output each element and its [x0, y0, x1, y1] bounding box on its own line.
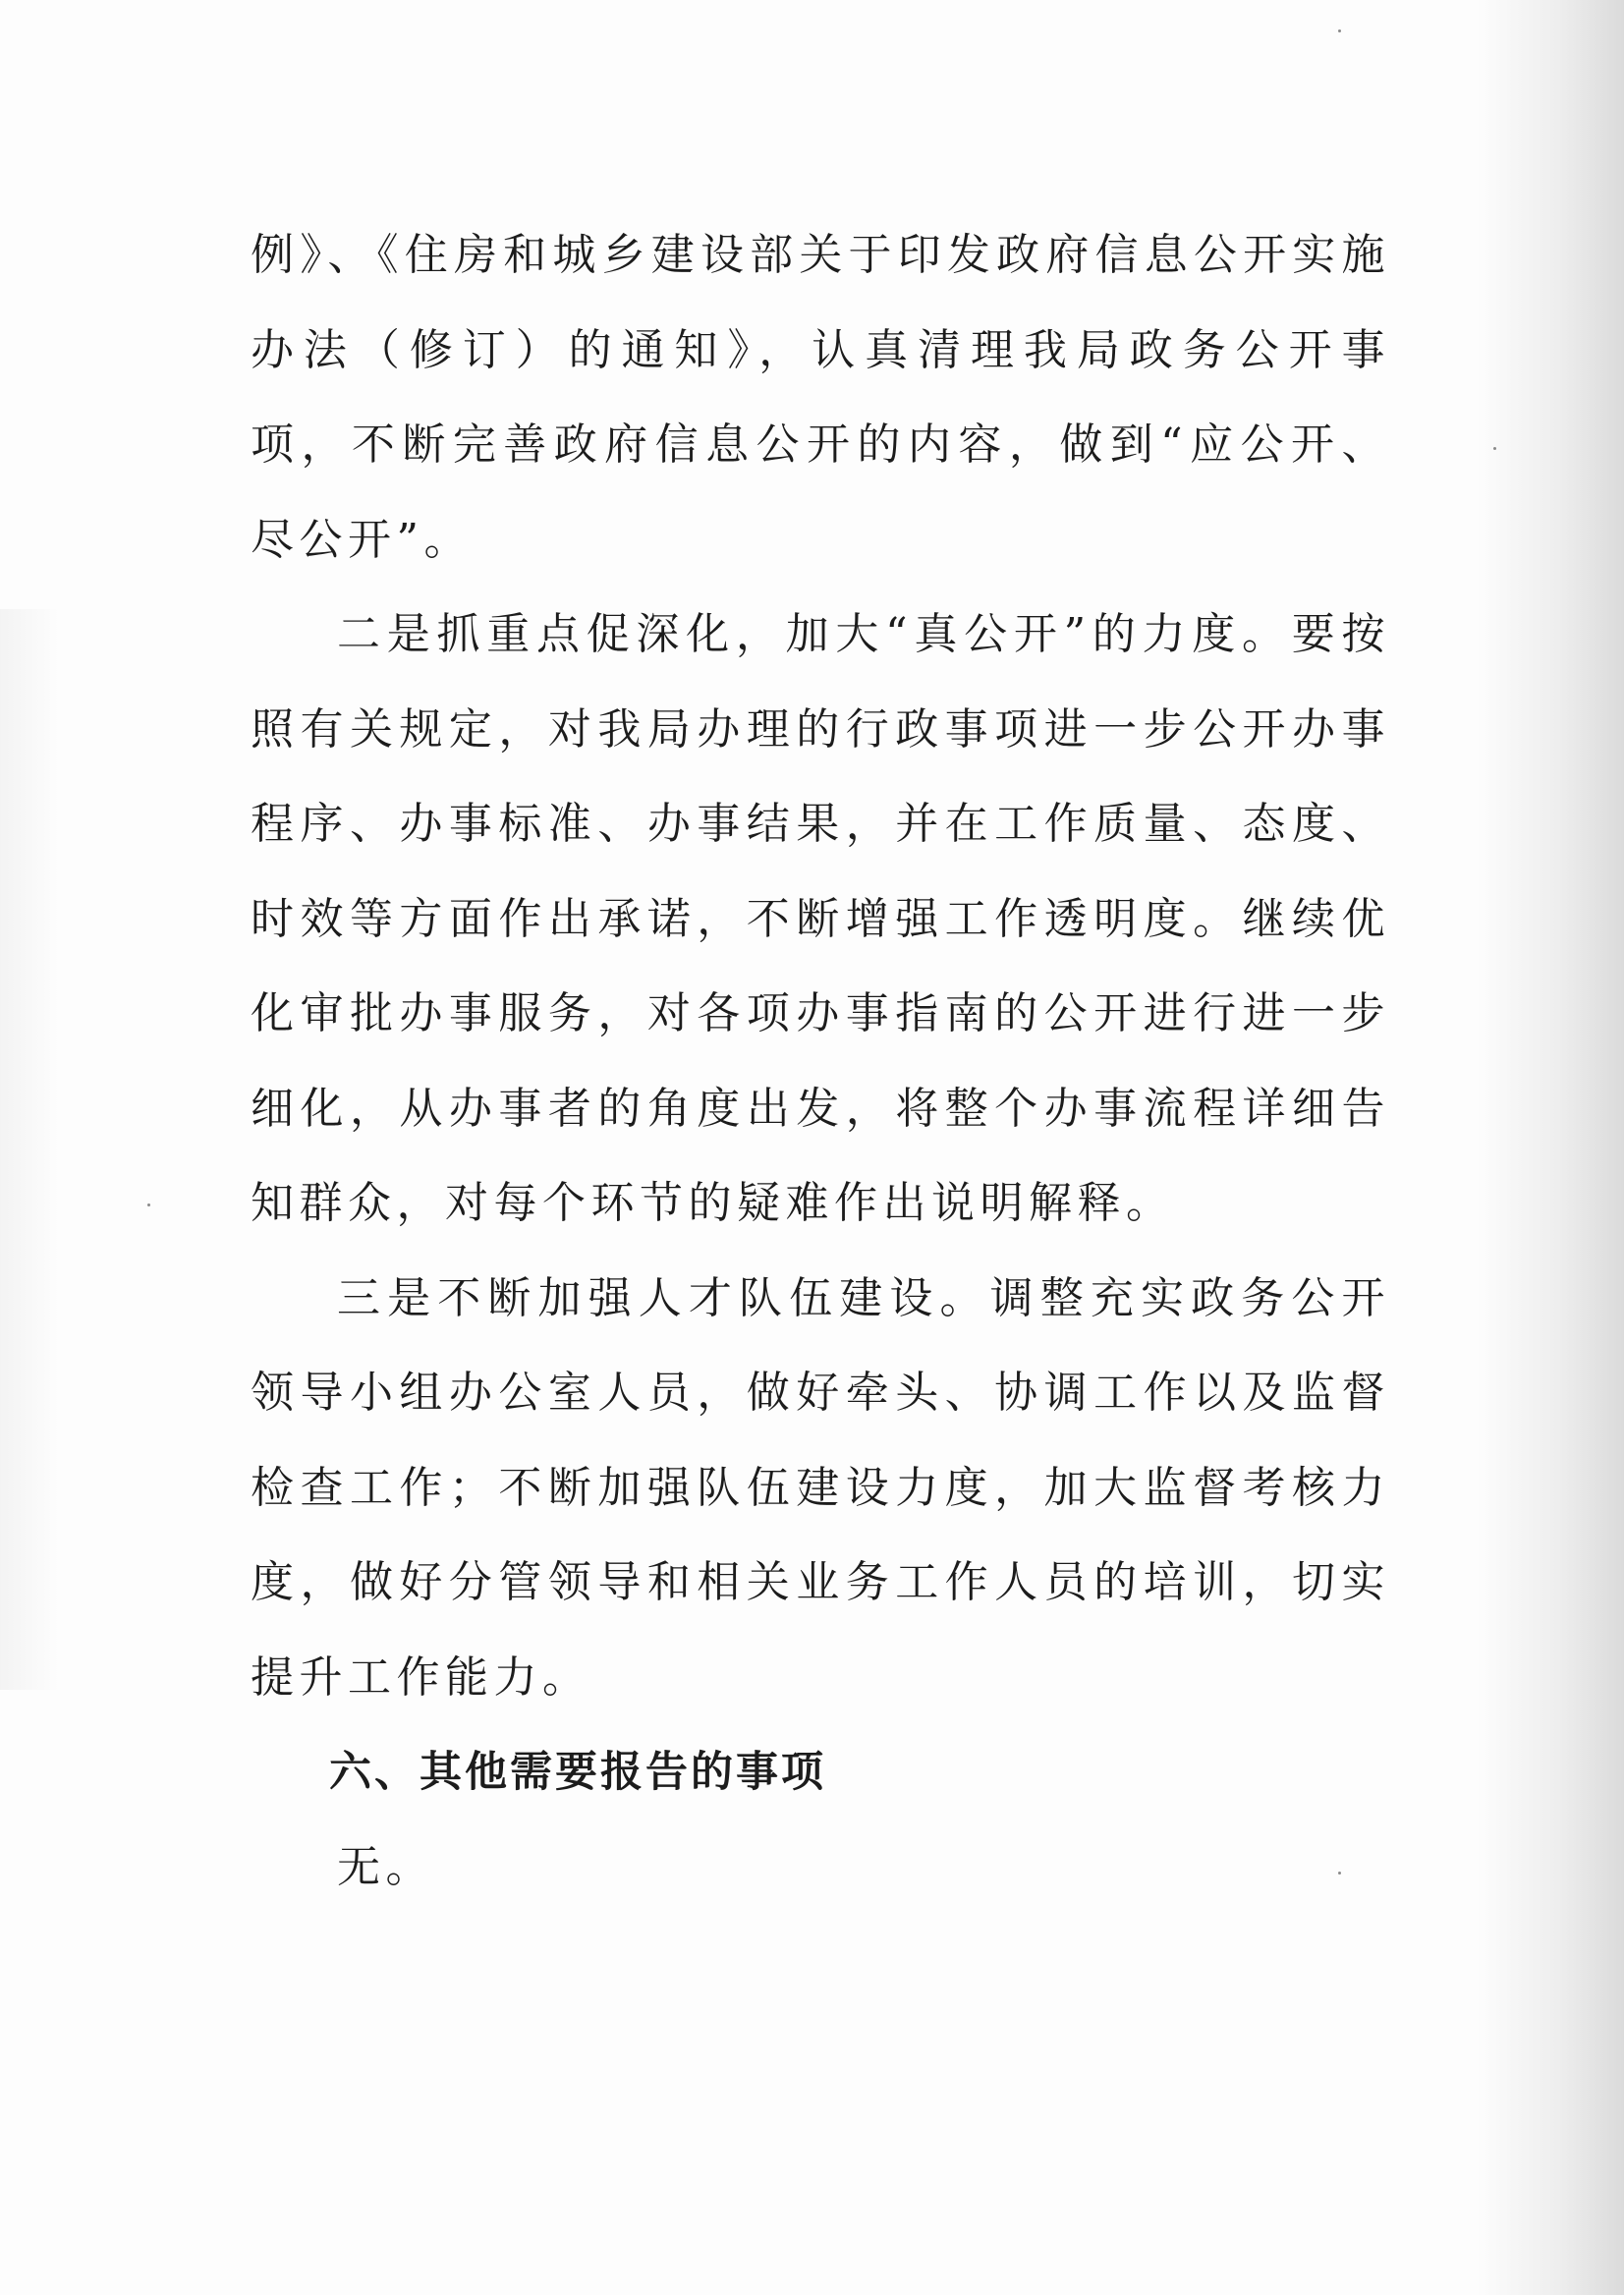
paragraph-point-three: 三是不断加强人才队伍建设。调整充实政务公开领导小组办公室人员，做好牵头、协调工作以及监督检查工作；不断加强队伍建设力度，加大监督考核力度，做好分管领导和相关业务工作人员的培训，切实提升工作能力。 [251, 1272, 1390, 1703]
scan-edge-shadow [1477, 0, 1624, 2295]
scan-speck [1338, 29, 1341, 32]
paragraph-continued: 例》、《住房和城乡建设部关于印发政府信息公开实施办法（修订）的通知》，认真清理我局政务公开事项，不断完善政府信息公开的内容，做到“应公开、尽公开”。 [251, 230, 1390, 565]
scan-left-shadow [0, 609, 59, 1690]
scan-speck [1493, 447, 1496, 450]
section-body: 无。 [337, 1841, 434, 1892]
document-body [251, 208, 1390, 1915]
paragraph-point-two: 二是抓重点促深化，加大“真公开”的力度。要按照有关规定，对我局办理的行政事项进一步公开办事程序、办事标准、办事结果，并在工作质量、态度、时效等方面作出承诺，不断增强工作透明度。继续优化审批办事服务，对各项办事指南的公开进行进一步细化，从办事者的角度出发，将整个办事流程详细告知群众，对每个环节的疑难作出说明解释。 [251, 609, 1390, 1228]
section-heading: 六、其他需要报告的事项 [329, 1748, 826, 1797]
scan-speck [147, 1203, 150, 1206]
